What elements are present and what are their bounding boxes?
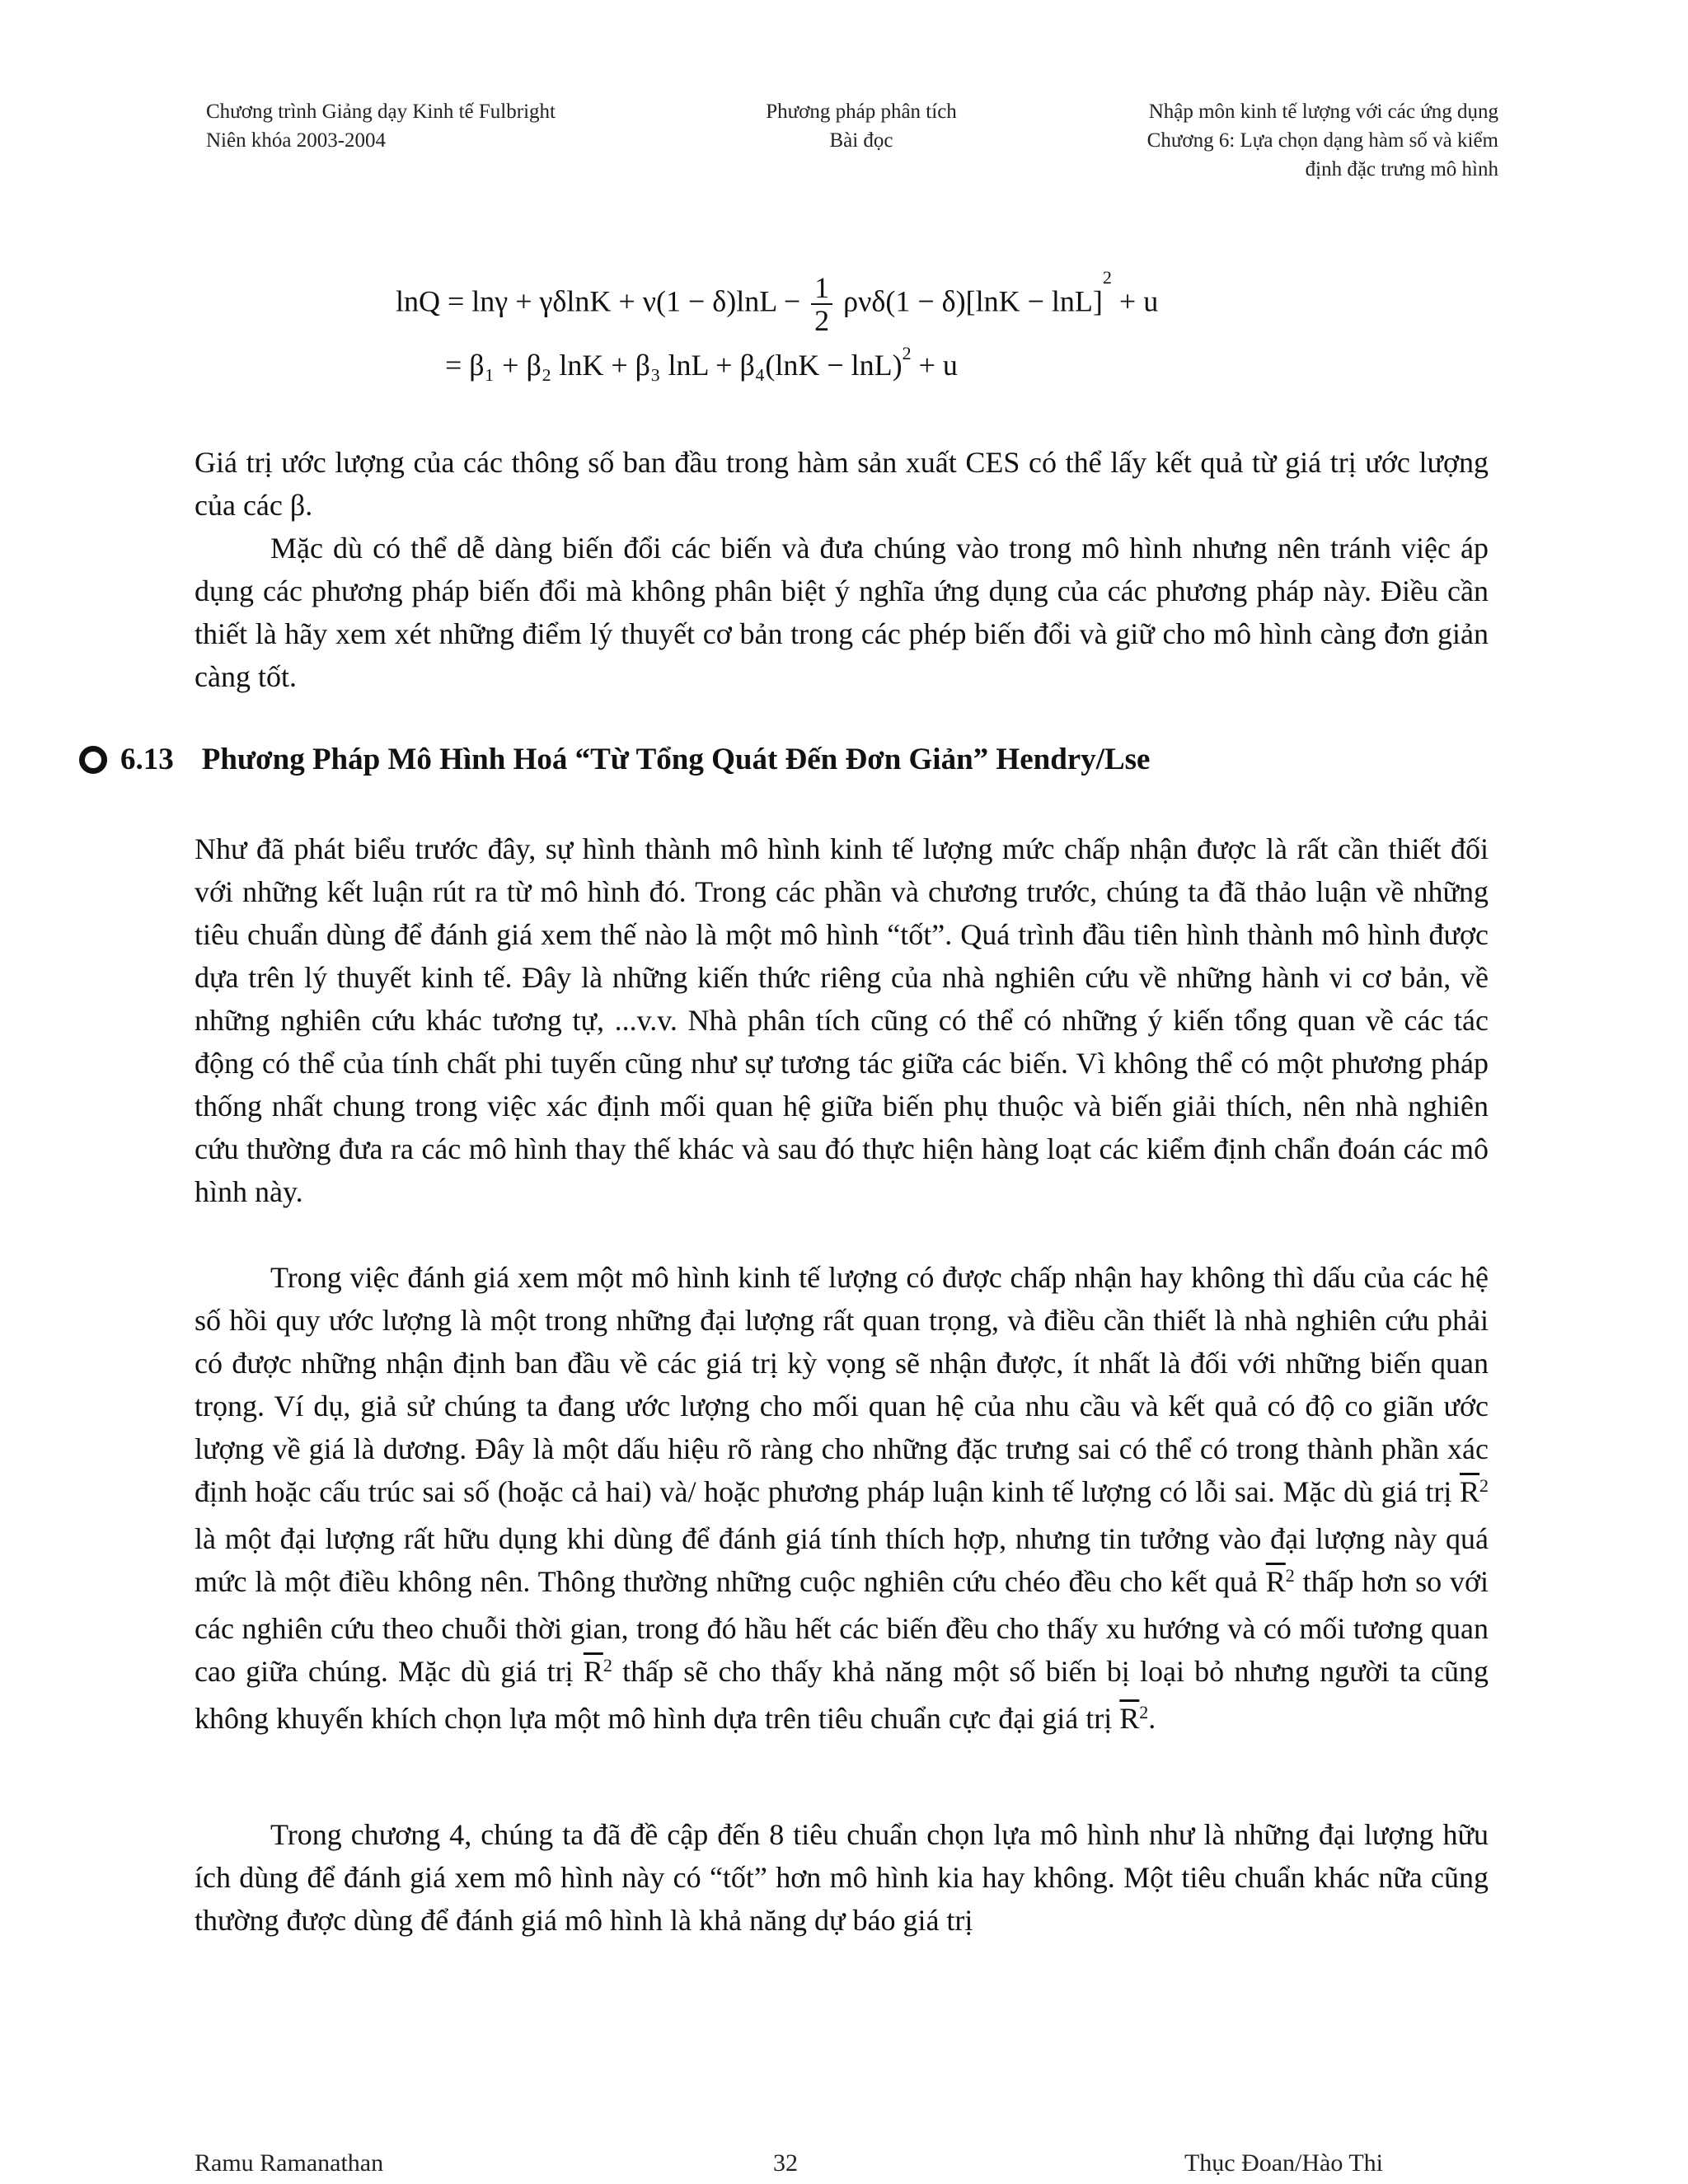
section-title: Phương Pháp Mô Hình Hoá “Từ Tổng Quát Đến Đơn Giản” Hendry/Lse (201, 743, 1151, 776)
equation-line-2 (445, 343, 958, 382)
p4-text-c: thấp hơn so với các nghiên cứu theo chuỗi thời gian, trong đó hầu hết các biến đều cho thấy xu hướng và có mối tương quan cao giữa chúng. Mặc dù giá trị (195, 1565, 1489, 1688)
eq-frac-num: 1 (811, 272, 832, 305)
header-center (738, 97, 985, 155)
footer-page-number: 32 (773, 2149, 798, 2177)
rbar-squared-3: $\overline{R}^2$ (583, 1655, 612, 1688)
eq-part-c: + u (1111, 284, 1159, 318)
eq-frac-den: 2 (814, 304, 830, 337)
p4-text-b: là một đại lượng rất hữu dụng khi dùng để đánh giá tính thích hợp, nhưng tin tưởng vào đại lượng này quá mức là một điều không nên. Thông thường những cuộc nghiên cứu chéo đều cho kết quả (195, 1522, 1489, 1598)
paragraph-transformations: Mặc dù có thể dễ dàng biến đổi các biến và đưa chúng vào trong mô hình nhưng nên tránh việc áp dụng các phương pháp biến đổi mà không phân biệt ý nghĩa ứng dụng của các phương pháp này. Điều cần thiết là hãy xem xét những điểm lý thuyết cơ bản trong các phép biến đổi và giữ cho mô hình càng đơn giản càng tốt. (195, 532, 1489, 693)
eq-fraction (811, 272, 832, 336)
eq-part-b: ρνδ(1 − δ)[lnK − lnL] (843, 284, 1103, 318)
p4-text-e: . (1148, 1702, 1156, 1735)
header-program: Chương trình Giảng dạy Kinh tế Fulbright (206, 101, 556, 123)
footer-author: Ramu Ramanathan (195, 2149, 384, 2177)
header-year: Niên khóa 2003-2004 (206, 129, 387, 152)
footer-translators: Thục Đoan/Hào Thi (1184, 2149, 1383, 2177)
paragraph-ces-estimates: Giá trị ước lượng của các thông số ban đầu trong hàm sản xuất CES có thể lấy kết quả từ giá trị ước lượng của các β. (195, 446, 1489, 522)
header-reading: Bài đọc (829, 129, 893, 152)
eq-line2-end: + u (911, 349, 958, 382)
p4-text-a: Trong việc đánh giá xem một mô hình kinh tế lượng có được chấp nhận hay không thì dấu của các hệ số hồi quy ước lượng là một trong những đại lượng rất quan trọng, và điều cần thiết là nhà nghiên cứu phải có được những nhận định ban đầu về các giá trị kỳ vọng sẽ nhận được, ít nhất là đối với những biến quan trọng. Ví dụ, giả sử chúng ta đang ước lượng cho mối quan hệ của nhu cầu và kết quả có độ co giãn ước lượng về giá là dương. Đây là một dấu hiệu rõ ràng cho những đặc trưng sai có thể có trong thành phần xác định hoặc cấu trúc sai số (hoặc cả hai) và/ hoặc phương pháp luận kinh tế lượng có lỗi sai. Mặc dù giá trị (195, 1261, 1489, 1508)
eq-exp-1: 2 (1102, 267, 1112, 288)
header-left (206, 97, 556, 155)
header-chapter: Chương 6: Lựa chọn dạng hàm số và kiểm (1146, 129, 1498, 152)
header-right (1147, 97, 1498, 184)
equation-line-1 (396, 267, 1159, 337)
eq-part-a: lnQ = lnγ + γδlnK + ν(1 − δ)lnL − (396, 284, 801, 318)
section-number: 6.13 (120, 743, 174, 776)
paragraph-coefficient-signs (195, 1256, 1489, 1744)
header-book: Nhập môn kinh tế lượng với các ứng dụng (1148, 101, 1498, 123)
section-heading (79, 742, 1150, 777)
rbar-squared-4: $\overline{R}^2$ (1119, 1702, 1149, 1735)
rbar-squared-2: $\overline{R}^2$ (1265, 1565, 1295, 1598)
paragraph-selection-criteria: Trong chương 4, chúng ta đã đề cập đến 8 tiêu chuẩn chọn lựa mô hình như là những đại lượng hữu ích dùng để đánh giá xem mô hình này có “tốt” hơn mô hình kia hay không. Một tiêu chuẩn khác nữa cũng thường được dùng để đánh giá mô hình là khả năng dự báo giá trị (195, 1818, 1489, 1937)
header-chapter-cont: định đặc trưng mô hình (1305, 158, 1498, 180)
p4-text-d: thấp sẽ cho thấy khả năng một số biến bị loại bỏ nhưng người ta cũng không khuyến khích chọn lựa một mô hình dựa trên tiêu chuẩn cực đại giá trị (195, 1655, 1489, 1735)
eq-exp-2: 2 (902, 343, 912, 363)
rbar-squared-1: $\overline{R}^2$ (1459, 1475, 1489, 1508)
circle-bullet-icon (79, 746, 107, 774)
paragraph-model-formation: Như đã phát biểu trước đây, sự hình thành mô hình kinh tế lượng mức chấp nhận được là rất cần thiết đối với những kết luận rút ra từ mô hình đó. Trong các phần và chương trước, chúng ta đã thảo luận về những tiêu chuẩn dùng để đánh giá xem thế nào là một mô hình “tốt”. Quá trình đầu tiên hình thành mô hình được dựa trên lý thuyết kinh tế. Đây là những kiến thức riêng của nhà nghiên cứu về những hành vi cơ bản, về những nghiên cứu khác tương tự, ...v.v. Nhà phân tích cũng có thể có những ý kiến tổng quan về các tác động có thể của tính chất phi tuyến cũng như sự tương tác giữa các biến. Vì không thể có một phương pháp thống nhất chung trong việc xác định mối quan hệ giữa biến phụ thuộc và biến giải thích, nên nhà nghiên cứu thường đưa ra các mô hình thay thế khác và sau đó thực hiện hàng loạt các kiểm định chẩn đoán các mô hình này. (195, 832, 1489, 1208)
eq-line2-main: = β₁ + β₂ lnK + β₃ lnL + β₄(lnK − lnL) (445, 349, 903, 382)
header-method: Phương pháp phân tích (766, 101, 957, 123)
